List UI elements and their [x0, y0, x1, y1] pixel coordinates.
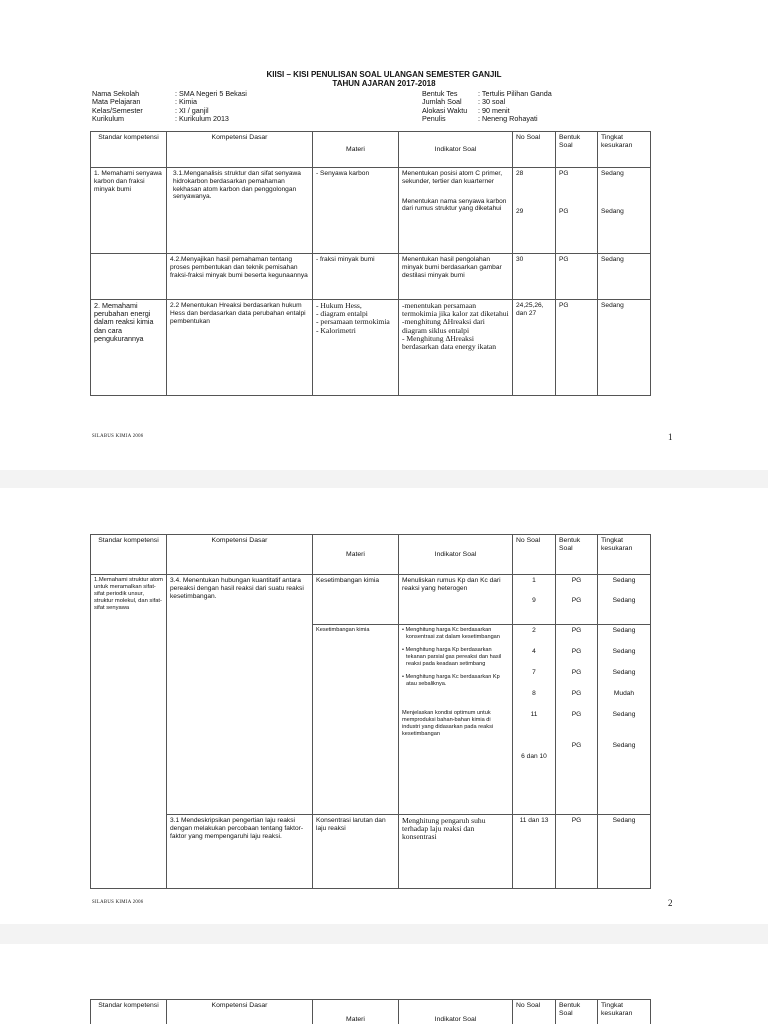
meta-left: Nama Sekolah : SMA Negeri 5 Bekasi Mata Pelajaran : Kimia Kelas/Semester : XI / ganjil Kurikulum : Kurikulum 2013	[92, 89, 247, 124]
page-footer: SILABUS KIMIA 2006	[92, 900, 144, 905]
table-row: 1.Memahami struktur atom untuk meramalkan sifat-sifat periodik unsur, struktur molekul, dan sifat-sifat senyawa 3.4. Menentukan hubungan kuantitatif antara pereaksi dengan hasil reaksi dari suatu reaksi kesetimbangan. Kesetimbangan kimia Menuliskan rumus Kp dan Kc dari reaksi yang heterogen 1 9 PG PG Sedang Sedang	[91, 575, 651, 625]
kisi-table-page-3	[90, 999, 651, 1024]
table-row: 4.2.Menyajikan hasil pemahaman tentang proses pembentukan dan teknik pemisahan fraksi-fraksi minyak bumi beserta kegunaannya - fraksi minyak bumi Menentukan hasil pengolahan minyak bumi berdasarkan gambar destilasi minyak bumi 30 PG Sedang	[91, 254, 651, 300]
table-header-row: Standar kompetensi Kompetensi Dasar Materi Indikator Soal No Soal Bentuk Soal Tingkat kesukaran	[91, 535, 651, 575]
table-row: 2. Memahami perubahan energi dalam reaksi kimia dan cara pengukurannya 2.2 Menentukan Hreaksi berdasarkan hukum Hess dan berdasarkan data perubahan entalpi pembentukan - Hukum Hess, - diagram entalpi - persamaan termokimia - Kalorimetri -menentukan persamaan termokimia jika kalor zat diketahui -menghitung ΔHreaksi dari diagram siklus entalpi - Menghitung ΔHreaksi berdasarkan data energy ikatan 24,25,26, dan 27 PG Sedang	[91, 300, 651, 396]
page-3	[0, 944, 768, 1024]
page-number: 1	[668, 432, 673, 442]
table-row: 1. Memahami senyawa karbon dan fraksi minyak bumi 3.1.Menganalisis struktur dan sifat senyawa hidrokarbon berdasarkan pemahaman kekhasan atom karbon dan penggolongan senyawanya. - Senyawa karbon Menentukan posisi atom C primer, sekunder, tertier dan kuarterner Menentukan nama senyawa karbon dari rumus struktur yang diketahui 28 29 PG PG Sedang Sedang	[91, 168, 651, 254]
table-header-row: Standar kompetensi Kompetensi Dasar Materi Indikator Soal No Soal Bentuk Soal Tingkat kesukaran	[91, 1000, 651, 1024]
page-footer: SILABUS KIMIA 2006	[92, 434, 144, 439]
table-row: 3.1 Mendeskripsikan pengertian laju reaksi dengan melakukan percobaan tentang faktor-faktor yang mempengaruhi laju reaksi. Konsentrasi larutan dan laju reaksi Menghitung pengaruh suhu terhadap laju reaksi dan konsentrasi 11 dan 13 PG Sedang	[91, 815, 651, 889]
kisi-table-page-1	[90, 131, 651, 396]
page-2	[0, 488, 768, 924]
meta-right: Bentuk Tes : Tertulis Pilihan Ganda Jumlah Soal : 30 soal Alokasi Waktu : 90 menit Penulis : Neneng Rohayati	[422, 89, 552, 124]
document-subtitle: TAHUN AJARAN 2017-2018	[332, 79, 436, 88]
page-number: 2	[668, 898, 673, 908]
table-row: Kesetimbangan kimia • Menghitung harga Kc berdasarkan konsentrasi zat dalam kesetimbangan • Menghitung harga Kp berdasarkan tekanan parsial gas pereaksi dan hasil reaksi pada keadaan setimbang • Menghitung harga Kc berdasarkan Kp atau sebaliknya. Menjelaskan kondisi optimum untuk memproduksi bahan-bahan kimia di industri yang didasarkan pada reaksi kesetimbangan 2 4 7 8 11 6 dan 10 PG PG PG PG PG PG Sedang Sedang Sedang Mudah Sedang Sedang	[91, 625, 651, 815]
kisi-table-page-2	[90, 534, 651, 889]
table-header-row: Standar kompetensi Kompetensi Dasar Materi Indikator Soal No Soal Bentuk Soal Tingkat kesukaran	[91, 132, 651, 168]
document-title: KIISI – KISI PENULISAN SOAL ULANGAN SEMESTER GANJIL	[266, 70, 502, 79]
page-1	[0, 0, 768, 470]
